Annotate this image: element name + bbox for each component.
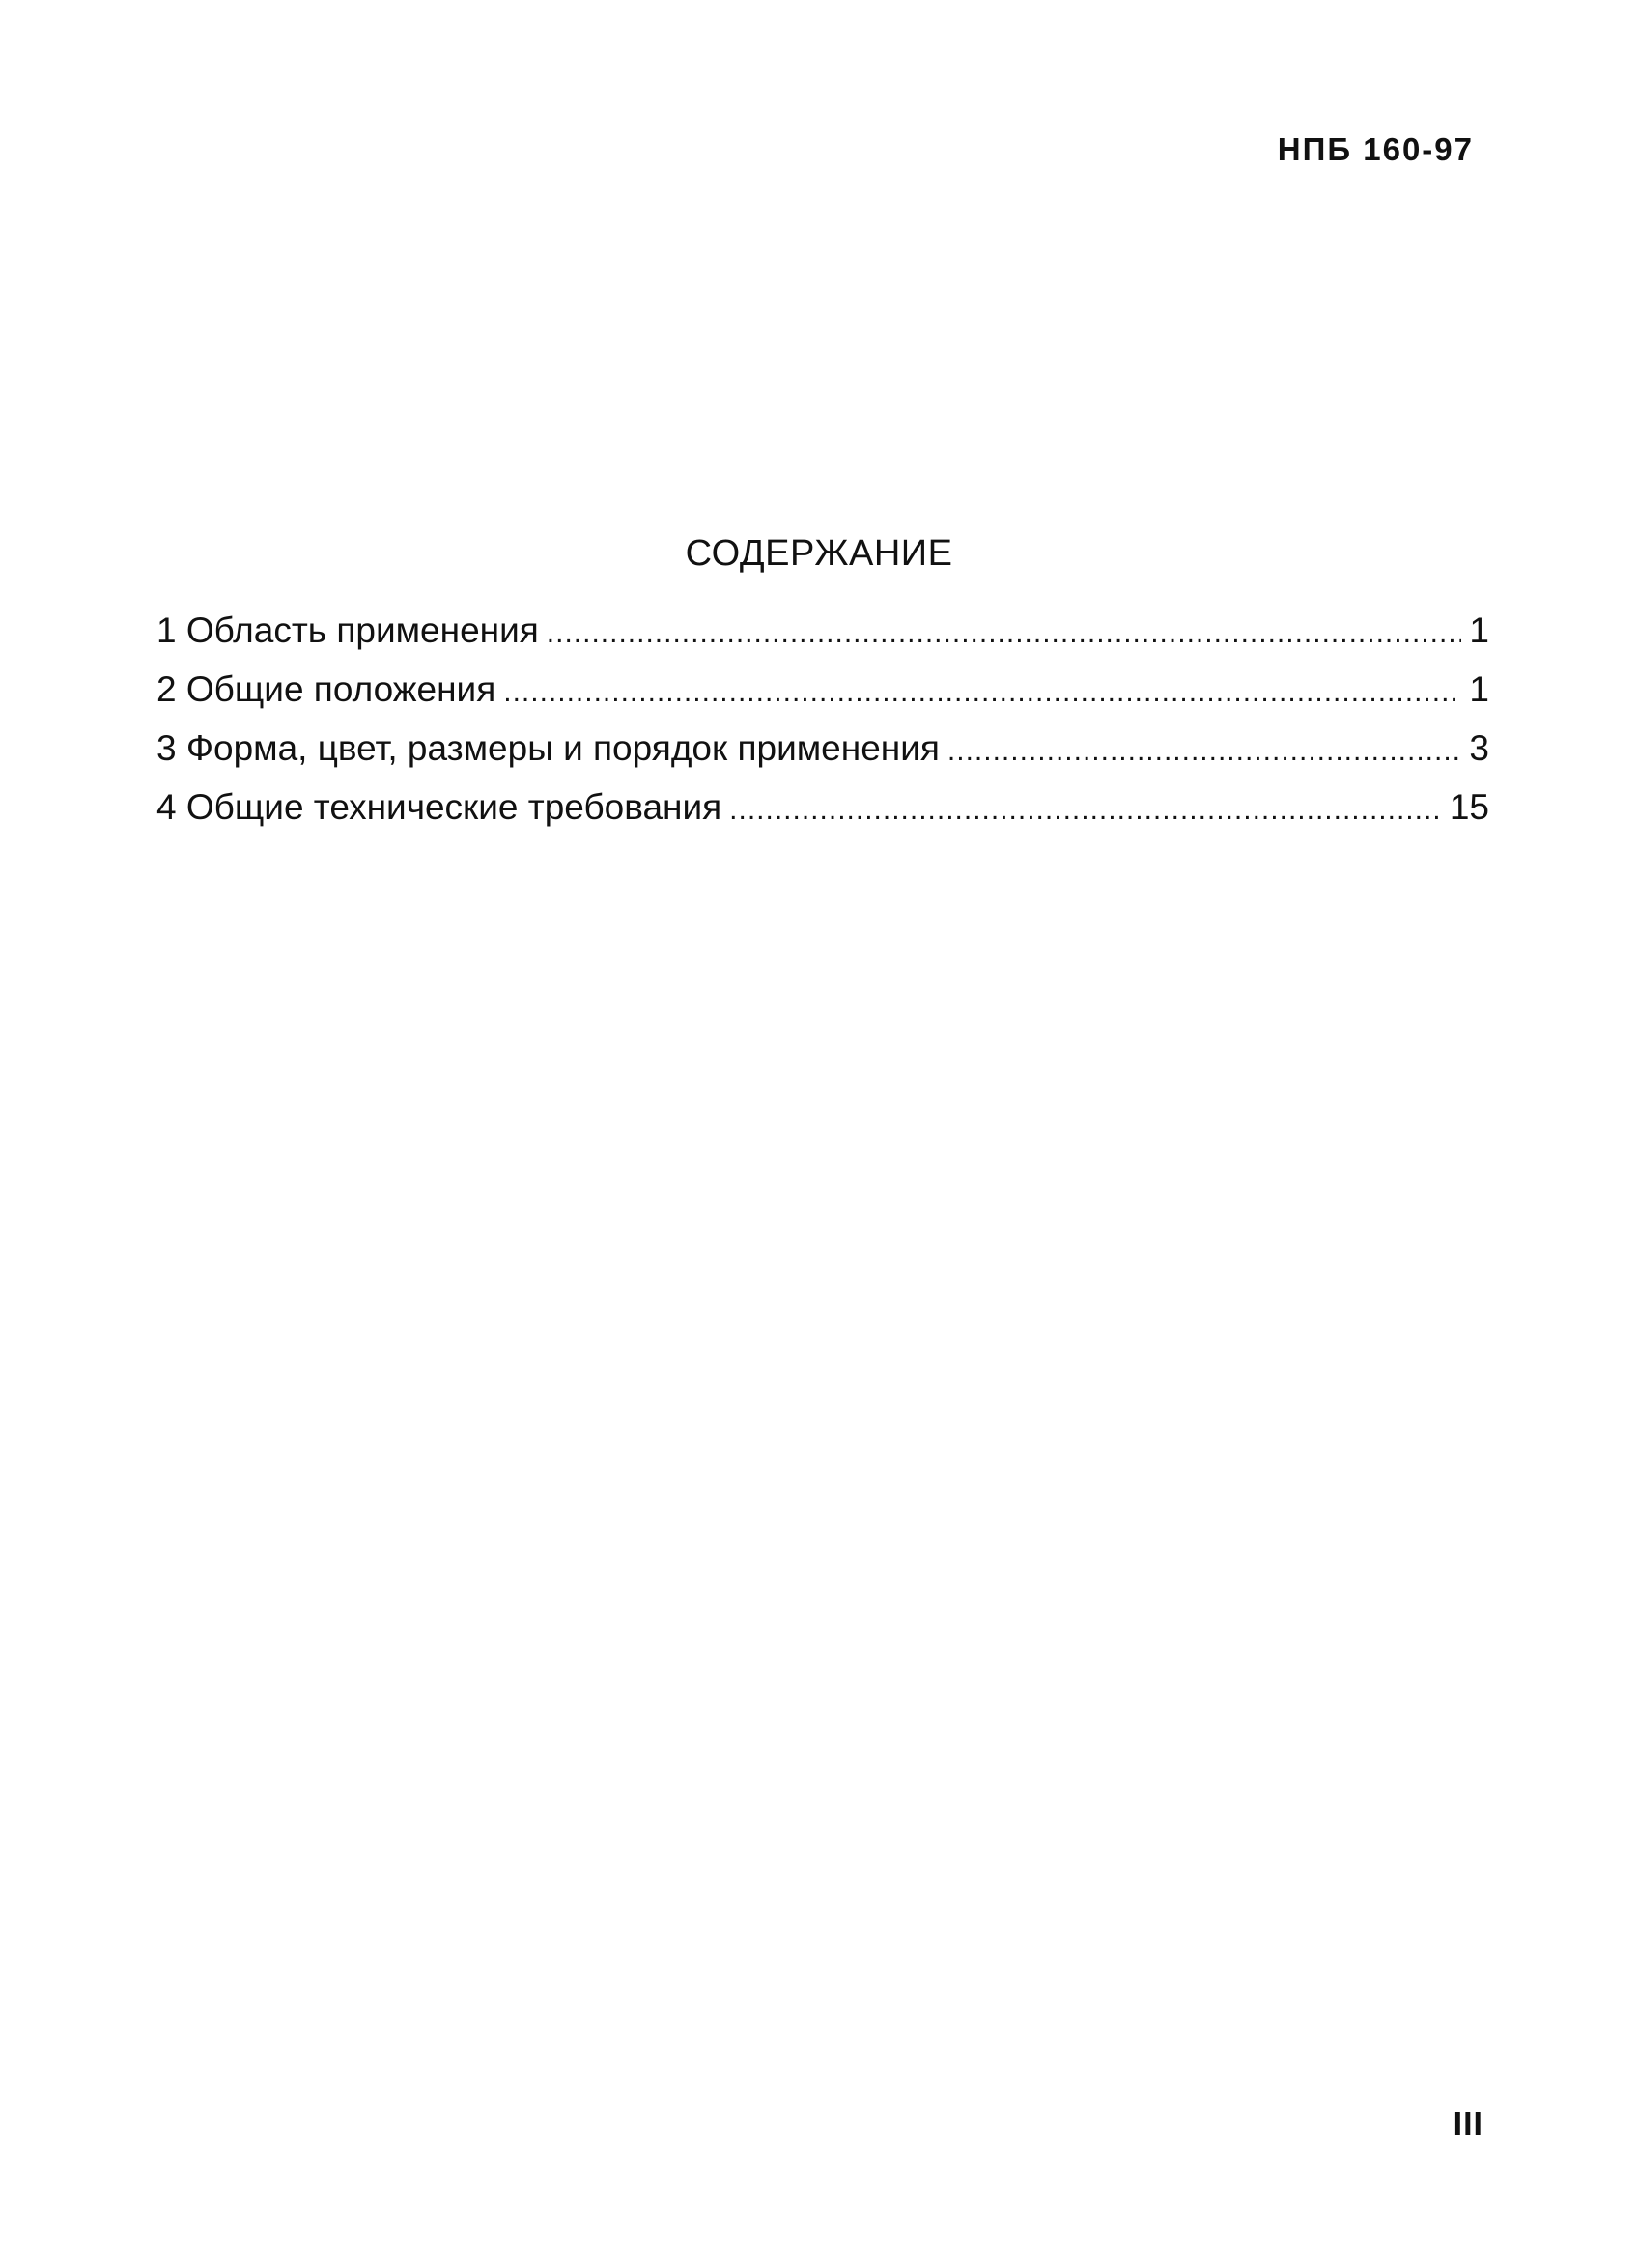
toc-dot-leader	[947, 735, 1462, 768]
toc-entry-page: 15	[1449, 787, 1489, 827]
toc-dot-leader	[503, 676, 1461, 709]
toc-entry-label: 2 Общие положения	[156, 669, 496, 709]
page-number: III	[1453, 2106, 1483, 2142]
toc-entry-page: 1	[1469, 610, 1489, 650]
toc-title: СОДЕРЖАНИЕ	[685, 533, 953, 574]
toc-entry-page: 1	[1469, 669, 1489, 709]
toc-entry	[156, 610, 1489, 669]
table-of-contents	[156, 610, 1489, 846]
toc-entry	[156, 669, 1489, 728]
toc-entry	[156, 728, 1489, 787]
toc-entry	[156, 787, 1489, 846]
toc-dot-leader	[547, 617, 1462, 650]
toc-entry-label: 3 Форма, цвет, размеры и порядок применения	[156, 728, 940, 768]
toc-entry-label: 1 Область применения	[156, 610, 539, 650]
toc-entry-page: 3	[1469, 728, 1489, 768]
document-code: НПБ 160-97	[1277, 131, 1474, 167]
toc-dot-leader	[729, 794, 1442, 827]
toc-entry-label: 4 Общие технические требования	[156, 787, 722, 827]
